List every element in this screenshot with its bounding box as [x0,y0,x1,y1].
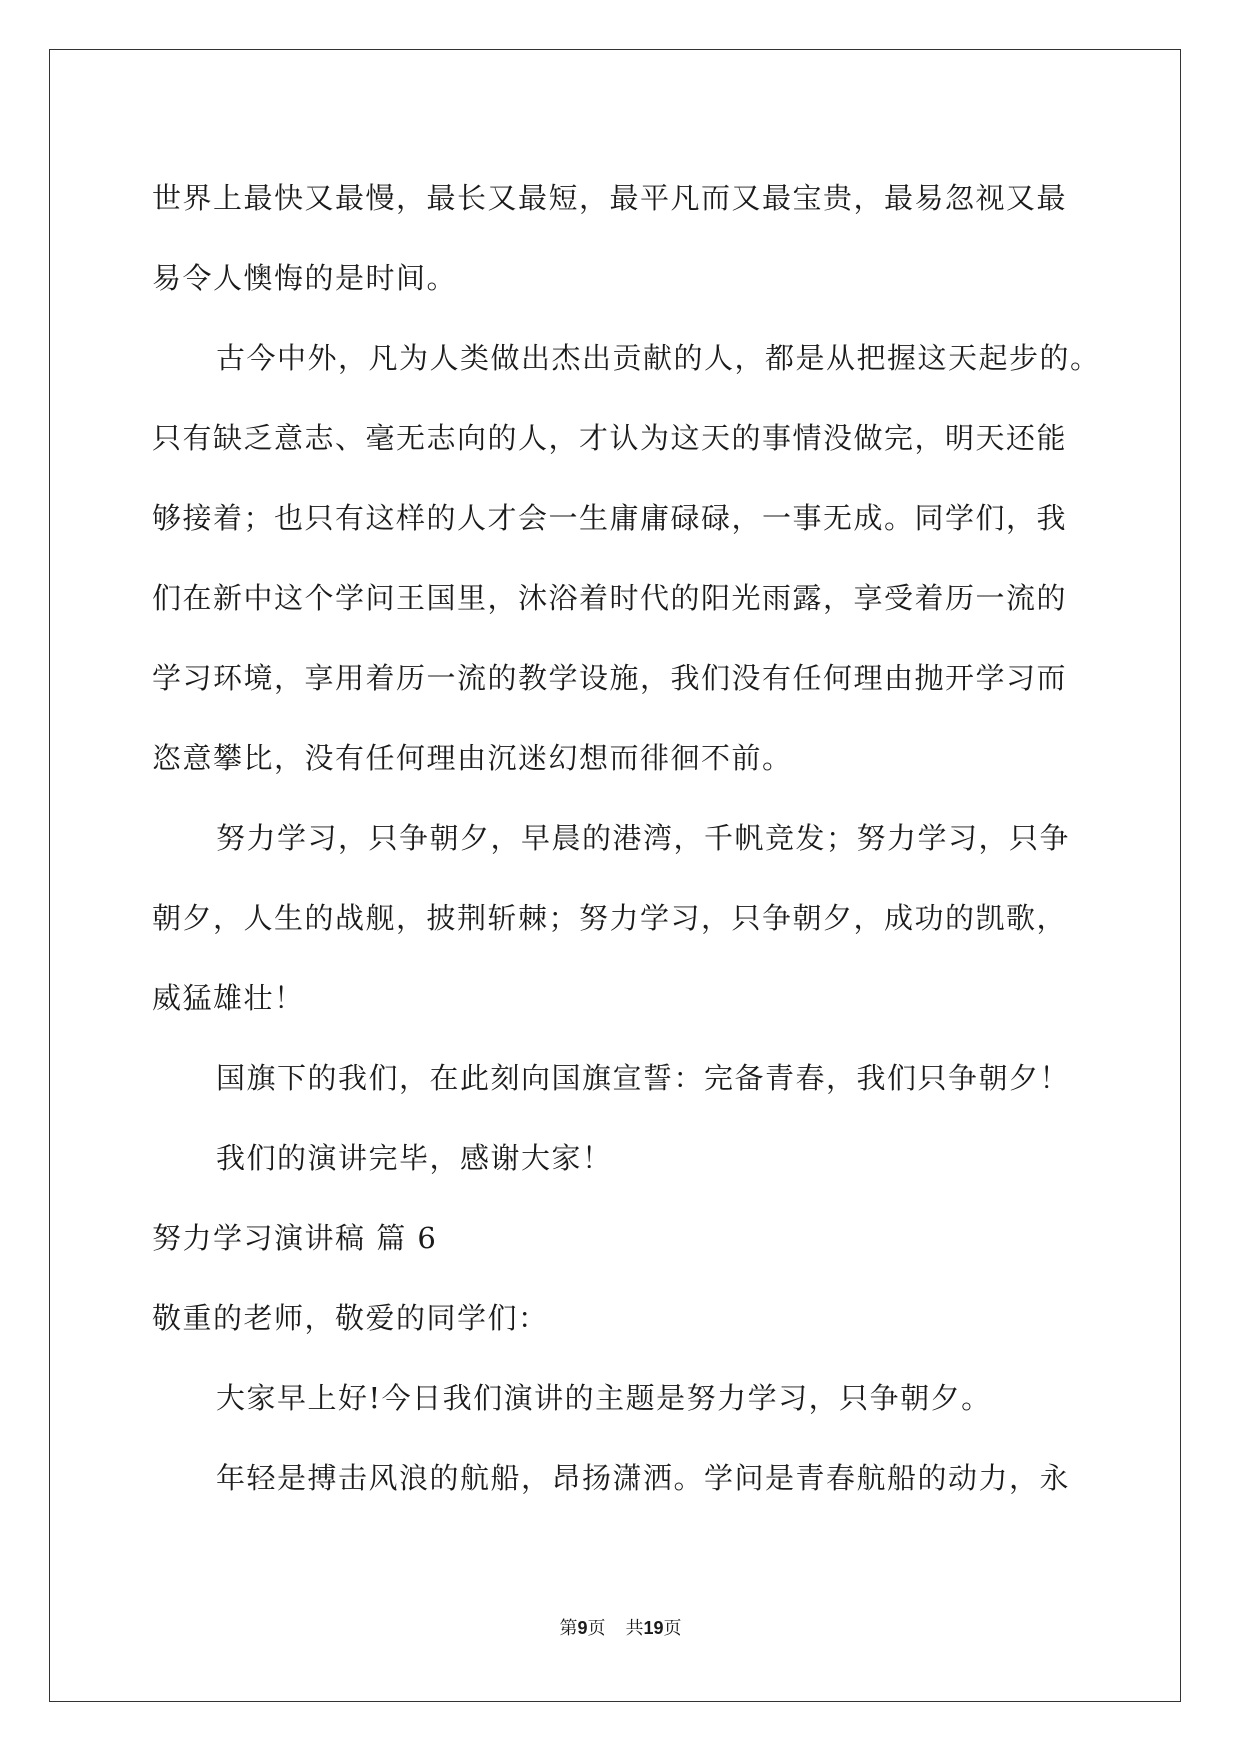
text-line: 只有缺乏意志、毫无志向的人，才认为这天的事情没做完，明天还能 [152,421,1068,455]
text-line: 威猛雄壮！ [152,981,305,1015]
total-suffix: 页 [663,1618,682,1639]
text-line: 年轻是搏击风浪的航船，昂扬潇洒。学问是青春航船的动力，永 [216,1461,1071,1495]
text-line: 国旗下的我们，在此刻向国旗宣誓：完备青春，我们只争朝夕！ [216,1061,1071,1095]
text-line: 学习环境，享用着历一流的教学设施，我们没有任何理由抛开学习而 [152,661,1068,695]
total-prefix: 共 [625,1618,644,1639]
section-heading: 努力学习演讲稿 篇 6 [152,1221,438,1255]
document-body [152,158,1101,1518]
text-line: 古今中外，凡为人类做出杰出贡献的人，都是从把握这天起步的。 [216,341,1101,375]
page-prefix: 第 [559,1618,578,1639]
text-line: 世界上最快又最慢，最长又最短，最平凡而又最宝贵，最易忽视又最 [152,181,1068,215]
text-line: 够接着；也只有这样的人才会一生庸庸碌碌，一事无成。同学们，我 [152,501,1068,535]
text-line: 朝夕，人生的战舰，披荆斩棘；努力学习，只争朝夕，成功的凯歌， [152,901,1068,935]
text-line: 努力学习，只争朝夕，早晨的港湾，千帆竞发；努力学习，只争 [216,821,1071,855]
text-line: 我们的演讲完毕，感谢大家！ [216,1141,613,1175]
text-line: 大家早上好!今日我们演讲的主题是努力学习，只争朝夕。 [216,1381,992,1415]
total-pages: 19 [643,1618,664,1638]
text-line: 们在新中这个学问王国里，沐浴着时代的阳光雨露，享受着历一流的 [152,581,1068,615]
page-number: 9 [577,1618,588,1638]
page-suffix: 页 [587,1618,606,1639]
salutation: 敬重的老师，敬爱的同学们： [152,1301,549,1335]
text-line: 易令人懊悔的是时间。 [152,261,458,295]
page-footer [0,1614,1241,1640]
text-line: 恣意攀比，没有任何理由沉迷幻想而徘徊不前。 [152,741,793,775]
